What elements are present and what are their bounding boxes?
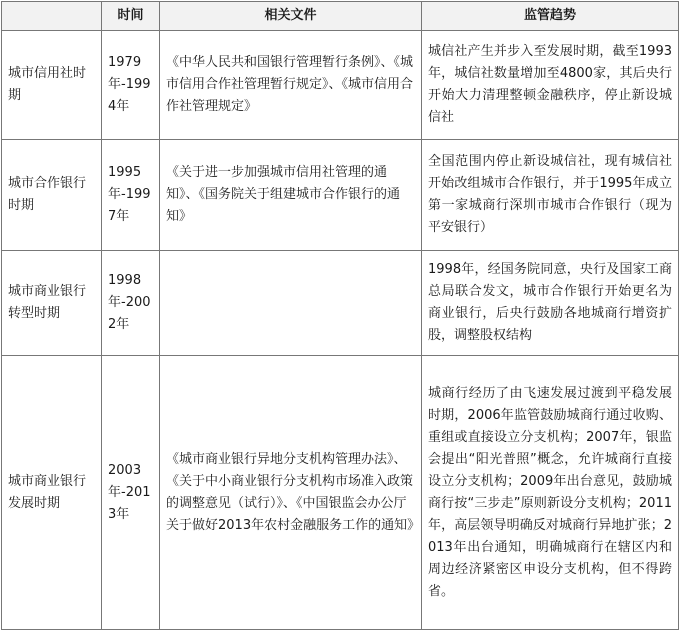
time-cell: 1995年-1997年 — [102, 140, 160, 251]
period-cell: 城市商业银行发展时期 — [2, 356, 102, 630]
header-period — [2, 2, 102, 31]
header-trend: 监管趋势 — [422, 2, 679, 31]
docs-cell: 《关于进一步加强城市信用社管理的通知》、《国务院关于组建城市合作银行的通知》 — [160, 140, 422, 251]
docs-cell — [160, 251, 422, 356]
header-time: 时间 — [102, 2, 160, 31]
table-header-row — [2, 2, 679, 31]
period-cell: 城市合作银行时期 — [2, 140, 102, 251]
table-row — [2, 251, 679, 356]
trend-cell: 城信社产生并步入至发展时期，截至1993年，城信社数量增加至4800家，其后央行开始大力清理整顿金融秩序，停止新设城信社 — [422, 31, 679, 140]
table-row — [2, 140, 679, 251]
time-cell: 1979年-1994年 — [102, 31, 160, 140]
time-cell: 2003年-2013年 — [102, 356, 160, 630]
trend-cell: 城商行经历了由飞速发展过渡到平稳发展时期，2006年监管鼓励城商行通过收购、重组或直接设立分支机构；2007年，银监会提出“阳光普照”概念，允许城商行直接设立分支机构；2009年出台意见，鼓励城商行按“三步走”原则新设分支机构；2011年，高层领导明确反对城商行异地扩张；2013年出台通知，明确城商行在辖区内和周边经济紧密区申设分支机构，但不得跨省。 — [422, 356, 679, 630]
trend-cell: 全国范围内停止新设城信社，现有城信社开始改组城市合作银行，并于1995年成立第一家城商行深圳市城市合作银行（现为平安银行） — [422, 140, 679, 251]
docs-cell: 《城市商业银行异地分支机构管理办法》、《关于中小商业银行分支机构市场准入政策的调整意见（试行）》、《中国银监会办公厅关于做好2013年农村金融服务工作的通知》 — [160, 356, 422, 630]
docs-cell: 《中华人民共和国银行管理暂行条例》、《城市信用合作社管理暂行规定》、《城市信用合作社管理规定》 — [160, 31, 422, 140]
regulation-history-table — [1, 1, 679, 630]
table-row — [2, 31, 679, 140]
header-docs: 相关文件 — [160, 2, 422, 31]
time-cell: 1998年-2002年 — [102, 251, 160, 356]
period-cell: 城市信用社时期 — [2, 31, 102, 140]
table-row — [2, 356, 679, 630]
trend-cell: 1998年，经国务院同意，央行及国家工商总局联合发文，城市合作银行开始更名为商业银行，后央行鼓励各地城商行增资扩股，调整股权结构 — [422, 251, 679, 356]
period-cell: 城市商业银行转型时期 — [2, 251, 102, 356]
